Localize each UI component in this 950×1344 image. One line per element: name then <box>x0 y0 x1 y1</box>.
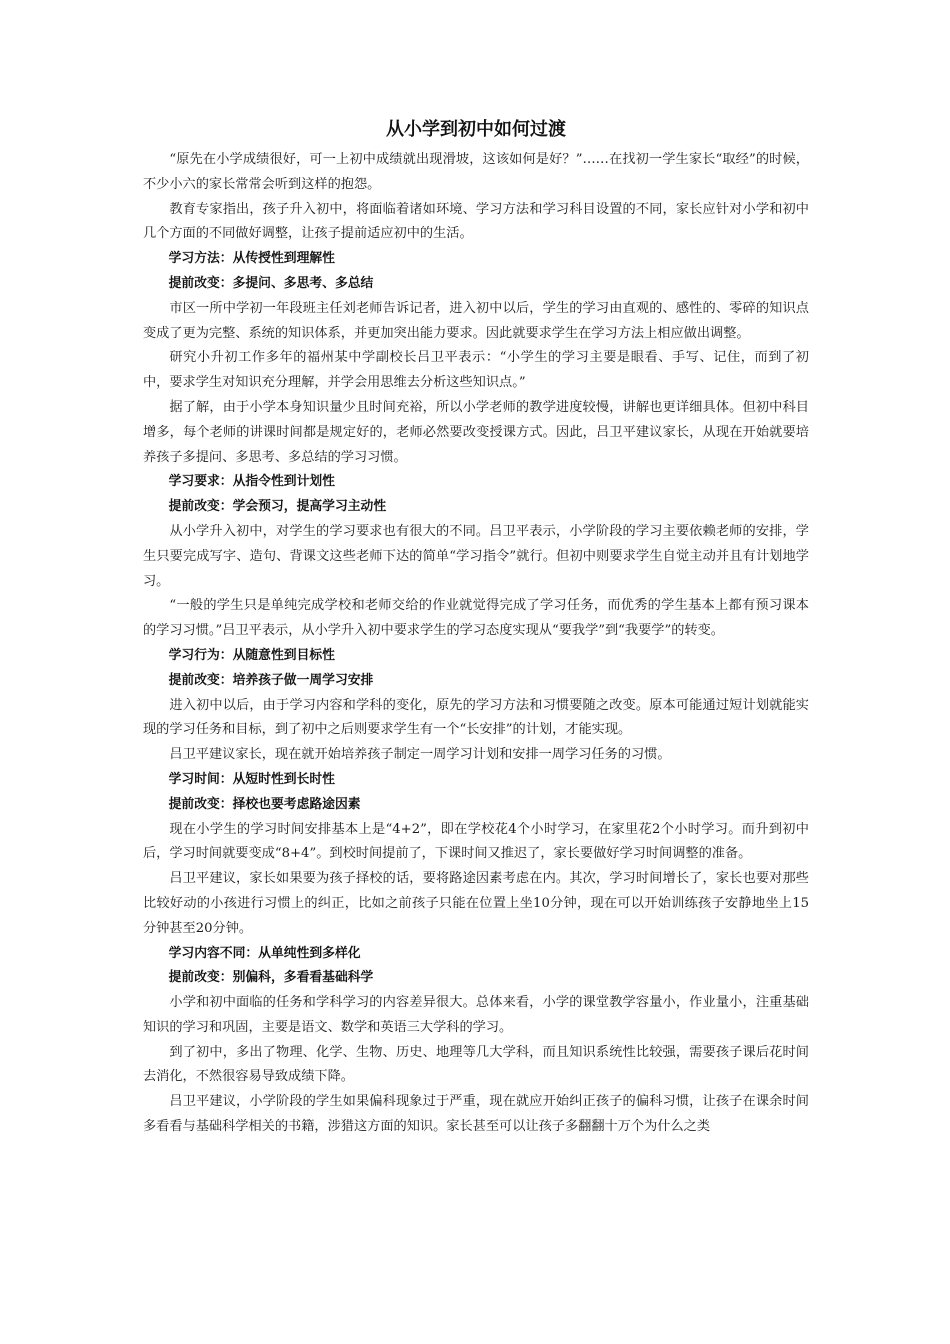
paragraph: 据了解，由于小学本身知识量少且时间充裕，所以小学老师的教学进度较慢，讲解也更详细具体。但初中科目增多，每个老师的讲课时间都是规定好的，老师必然要改变授课方式。因此，吕卫平建议家长，从现在开始就要培养孩子多提问、多思考、多总结的学习习惯。 <box>143 399 809 465</box>
section-heading: 提前改变：别偏科，多看看基础科学 <box>168 970 374 986</box>
paragraph: 教育专家指出，孩子升入初中，将面临着诸如环境、学习方法和学习科目设置的不同，家长应针对小学和初中几个方面的不同做好调整，让孩子提前适应初中的生活。 <box>143 201 809 242</box>
paragraph: “原先在小学成绩很好，可一上初中成绩就出现滑坡，这该如何是好？”……在找初一学生家长“取经”的时候，不少小六的家长常常会听到这样的抱怨。 <box>143 152 809 192</box>
paragraph: “一般的学生只是单纯完成学校和老师交给的作业就觉得完成了学习任务，而优秀的学生基本上都有预习课本的学习习惯。”吕卫平表示，从小学升入初中要求学生的学习态度实现从“要我学”到“我要学”的转变。 <box>143 598 809 639</box>
paragraph: 吕卫平建议，小学阶段的学生如果偏科现象过于严重，现在就应开始纠正孩子的偏科习惯，让孩子在课余时间多看看与基础科学相关的书籍，涉猎这方面的知识。家长甚至可以让孩子多翻翻十万个为什么之类 <box>143 1094 809 1135</box>
section-heading: 学习时间：从短时性到长时性 <box>168 771 335 787</box>
section-heading: 提前改变：学会预习，提高学习主动性 <box>168 499 387 515</box>
section-heading: 提前改变：培养孩子做一周学习安排 <box>168 672 374 688</box>
section-heading: 学习内容不同：从单纯性到多样化 <box>168 945 361 961</box>
document-body <box>143 118 809 1140</box>
section-heading: 提前改变：多提问、多思考、多总结 <box>168 275 374 291</box>
section-heading: 学习行为：从随意性到目标性 <box>168 647 335 663</box>
article-content <box>143 148 809 1140</box>
section-heading: 学习方法：从传授性到理解性 <box>168 251 335 267</box>
document-title: 从小学到初中如何过渡 <box>386 119 566 140</box>
paragraph: 市区一所中学初一年段班主任刘老师告诉记者，进入初中以后，学生的学习由直观的、感性的、零碎的知识点变成了更为完整、系统的知识体系，并更加突出能力要求。因此就要求学生在学习方法上相应做出调整。 <box>143 300 809 341</box>
paragraph: 小学和初中面临的任务和学科学习的内容差异很大。总体来看，小学的课堂教学容量小，作业量小，注重基础知识的学习和巩固，主要是语文、数学和英语三大学科的学习。 <box>143 995 809 1035</box>
paragraph: 现在小学生的学习时间安排基本上是“4+2”，即在学校花4个小时学习，在家里花2个小时学习。而升到初中后，学习时间就要变成“8+4”。到校时间提前了，下课时间又推迟了，家长要做好学习时间调整的准备。 <box>143 821 809 862</box>
paragraph: 吕卫平建议家长，现在就开始培养孩子制定一周学习计划和安排一周学习任务的习惯。 <box>169 747 671 763</box>
paragraph: 从小学升入初中，对学生的学习要求也有很大的不同。吕卫平表示，小学阶段的学习主要依赖老师的安排，学生只要完成写字、造句、背课文这些老师下达的简单“学习指令”就行。但初中则要求学生自觉主动并且有计划地学习。 <box>143 523 809 589</box>
paragraph: 到了初中，多出了物理、化学、生物、历史、地理等几大学科，而且知识系统性比较强，需要孩子课后花时间去消化，不然很容易导致成绩下降。 <box>143 1044 809 1085</box>
paragraph: 研究小升初工作多年的福州某中学副校长吕卫平表示：“小学生的学习主要是眼看、手写、记住，而到了初中，要求学生对知识充分理解，并学会用思维去分析这些知识点。” <box>143 350 809 391</box>
section-heading: 学习要求：从指令性到计划性 <box>168 474 335 490</box>
paragraph: 进入初中以后，由于学习内容和学科的变化，原先的学习方法和习惯要随之改变。原本可能通过短计划就能实现的学习任务和目标，到了初中之后则要求学生有一个“长安排”的计划，才能实现。 <box>143 697 809 738</box>
paragraph: 吕卫平建议，家长如果要为孩子择校的话，要将路途因素考虑在内。其次，学习时间增长了，家长也要对那些比较好动的小孩进行习惯上的纠正，比如之前孩子只能在位置上坐10分钟，现在可以开始训练孩子安静地坐上15分钟甚至20分钟。 <box>143 871 809 936</box>
section-heading: 提前改变：择校也要考虑路途因素 <box>168 796 361 812</box>
